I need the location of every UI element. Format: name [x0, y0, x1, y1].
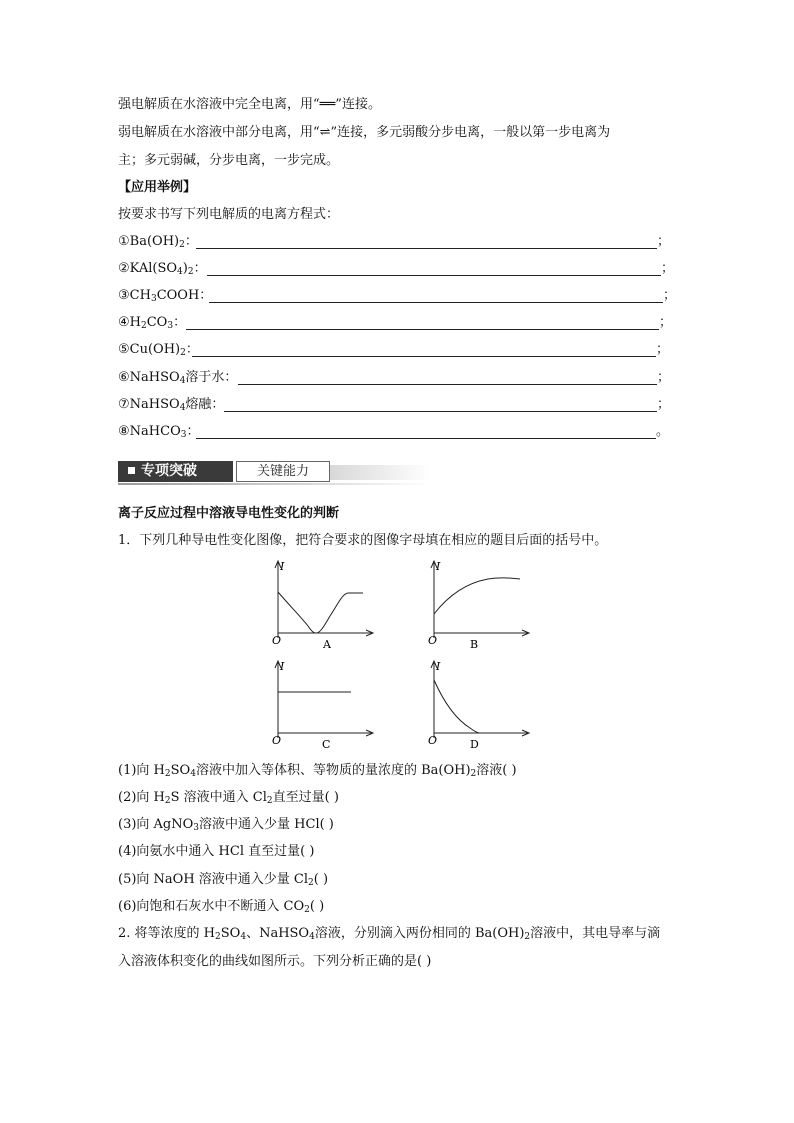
chart-c-letter: C — [322, 738, 331, 751]
equation-end-2: ； — [661, 261, 675, 276]
banner-dark-label: 专项突破 — [141, 463, 197, 479]
equation-end-3: ； — [663, 288, 677, 303]
banner-light-tab: 关键能力 — [236, 461, 330, 482]
chart-a-origin: O — [272, 634, 282, 647]
equation-label-4: $④H_2CO_3$： — [118, 315, 187, 331]
chart-a-letter: A — [323, 638, 331, 651]
chart-d-origin: O — [428, 734, 438, 747]
answer-blank-1[interactable] — [196, 248, 657, 249]
topic-heading: 离子反应过程中溶液导电性变化的判断 — [118, 506, 340, 521]
answer-blank-8[interactable] — [196, 438, 656, 439]
chart-a-curve — [278, 592, 363, 633]
banner-fade — [330, 465, 431, 480]
equation-label-6: ⑥NaHSO$_4$溶于水： — [118, 370, 238, 386]
chart-b-origin: O — [428, 634, 438, 647]
equation-label-3: $③CH_3COOH$： — [118, 288, 213, 304]
equation-label-1: $①Ba(OH)_2$： — [118, 234, 198, 250]
intro-line-3: 主；多元弱碱，分步电离，一步完成。 — [118, 153, 340, 168]
chart-a-y-label: I — [280, 560, 285, 573]
chart-d — [426, 658, 536, 754]
chart-b-curve — [434, 578, 520, 614]
banner-dark-tab — [118, 461, 233, 482]
chart-b — [426, 558, 536, 654]
answer-blank-4[interactable] — [186, 329, 659, 330]
q1-stem: 1．下列几种导电性变化图像，把符合要求的图像字母填在相应的题目后面的括号中。 — [118, 533, 608, 548]
banner-underline — [118, 483, 431, 485]
equation-label-7: ⑦NaHSO$_4$熔融： — [118, 397, 225, 413]
equation-end-5: ； — [656, 342, 670, 357]
q1-sub-2: (2)向 $H_2S$ 溶液中通入 $Cl_2$直至过量( ) — [118, 790, 339, 806]
chart-c — [268, 658, 378, 754]
q1-sub-6: (6)向饱和石灰水中不断通入 $CO_2$( ) — [118, 899, 325, 915]
equation-end-7: ； — [657, 397, 671, 412]
q1-sub-3: (3)向 AgNO$_3$溶液中通入少量 HCl( ) — [118, 817, 334, 833]
answer-blank-2[interactable] — [207, 275, 661, 276]
chart-d-y-label: I — [436, 660, 441, 673]
intro-line-1: 强电解质在水溶液中完全电离，用“══”连接。 — [118, 97, 381, 112]
answer-blank-7[interactable] — [224, 411, 657, 412]
q2-line-2: 入溶液体积变化的曲线如图所示。下列分析正确的是( ) — [118, 954, 432, 969]
equation-end-6: ； — [657, 370, 671, 385]
q1-sub-1: (1)向 $H_2SO_4$溶液中加入等体积、等物质的量浓度的 $Ba(OH)_2$溶液( ) — [118, 763, 517, 779]
equation-end-4: ； — [659, 315, 673, 330]
q1-sub-4: (4)向氨水中通入 HCl 直至过量( ) — [118, 844, 315, 859]
equation-end-8: 。 — [656, 424, 670, 439]
q2-line-1: 2. 将等浓度的 $H_2SO_4$、NaHSO$_4$溶液，分别滴入两份相同的 $Ba(OH)_2$溶液中，其电导率与滴 — [118, 926, 661, 942]
square-bullet-icon — [128, 467, 135, 474]
q1-sub-5: (5)向 NaOH 溶液中通入少量 $Cl_2$( ) — [118, 872, 329, 888]
section-banner — [118, 459, 431, 484]
chart-d-letter: D — [470, 738, 479, 751]
chart-c-origin: O — [272, 734, 282, 747]
chart-a — [268, 558, 378, 654]
intro-line-2: 弱电解质在水溶液中部分电离，用“⇌”连接，多元弱酸分步电离，一般以第一步电离为 — [118, 125, 611, 140]
equation-label-8: ⑧NaHCO$_3$： — [118, 424, 200, 440]
chart-c-y-label: I — [280, 660, 285, 673]
equation-label-5: $⑤Cu(OH)_2$： — [118, 342, 199, 358]
equation-end-1: ； — [657, 234, 671, 249]
answer-blank-6[interactable] — [238, 384, 657, 385]
equation-label-2: $②KAl(SO_4)_2$： — [118, 261, 207, 277]
chart-d-curve — [434, 680, 480, 733]
answer-blank-5[interactable] — [192, 356, 656, 357]
chart-b-y-label: I — [436, 560, 441, 573]
answer-blank-3[interactable] — [209, 302, 663, 303]
application-heading: 【应用举例】 — [118, 180, 197, 195]
chart-b-letter: B — [470, 638, 479, 651]
application-prompt: 按要求书写下列电解质的电离方程式： — [118, 207, 340, 222]
